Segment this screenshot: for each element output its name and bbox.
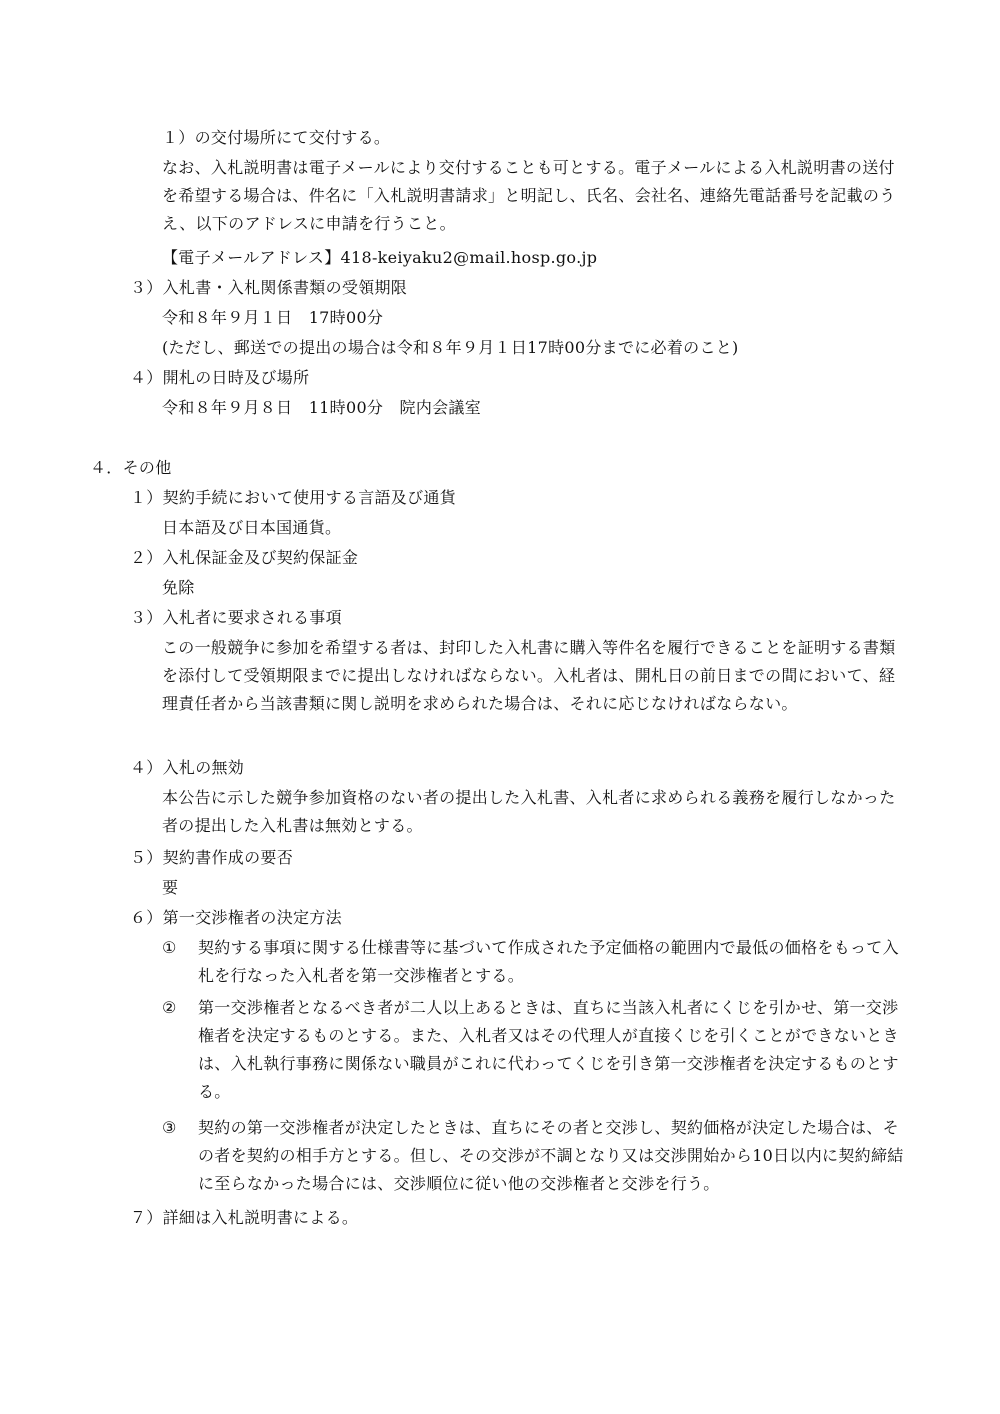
- item-language-currency-heading: １）契約手続において使用する言語及び通貨: [130, 488, 457, 507]
- subitem-text: 契約の第一交渉権者が決定したときは、直ちにその者と交渉し、契約価格が決定した場合は、その者を契約の相手方とする。但し、その交渉が不調となり又は交渉開始から10日以内に契約締結に至らなかった場合には、交渉順位に従い他の交渉権者と交渉を行う。: [198, 1118, 904, 1193]
- opening-datetime-heading: ４）開札の日時及び場所: [130, 368, 310, 387]
- section-heading-other: ４．その他: [90, 458, 172, 477]
- receipt-deadline-heading: ３）入札書・入札関係書類の受領期限: [130, 278, 408, 297]
- subitem-text: 第一交渉権者となるべき者が二人以上あるときは、直ちに当該入札者にくじを引かせ、第一交渉権者を決定するものとする。また、入札者又はその代理人が直接くじを引くことができないときは、入札執行事務に関係ない職員がこれに代わってくじを引き第一交渉権者を決定するものとする。: [198, 998, 899, 1101]
- item-requirements-body: この一般競争に参加を希望する者は、封印した入札書に購入等件名を履行できることを証明する書類を添付して受領期限までに提出しなければならない。入札者は、開札日の前日までの間において、経理責任者から当該書類に関し説明を求められた場合は、それに応じなければならない。: [162, 638, 896, 713]
- item-deposit-heading: ２）入札保証金及び契約保証金: [130, 548, 359, 567]
- delivery-location-line: １）の交付場所にて交付する。: [162, 128, 391, 147]
- email-address-line: 【電子メールアドレス】418-keiyaku2@mail.hosp.go.jp: [162, 248, 598, 267]
- subitem-text: 契約する事項に関する仕様書等に基づいて作成された予定価格の範囲内で最低の価格をもって入札を行なった入札者を第一交渉権者とする。: [198, 938, 899, 985]
- item-details-heading: ７）詳細は入札説明書による。: [130, 1208, 359, 1227]
- opening-datetime-detail: 令和８年９月８日 11時00分 院内会議室: [162, 398, 482, 417]
- subitem-marker: ③: [162, 1118, 177, 1137]
- subitem-marker: ①: [162, 938, 177, 957]
- item-deposit-body: 免除: [162, 578, 195, 597]
- item-contract-document-heading: ５）契約書作成の要否: [130, 848, 294, 867]
- item-contract-document-body: 要: [162, 878, 179, 897]
- item-requirements-heading: ３）入札者に要求される事項: [130, 608, 342, 627]
- email-delivery-paragraph: なお、入札説明書は電子メールにより交付することも可とする。電子メールによる入札説明書の送付を希望する場合は、件名に「入札説明書請求」と明記し、氏名、会社名、連絡先電話番号を記載のうえ、以下のアドレスに申請を行うこと。: [162, 158, 896, 233]
- item-invalid-bid-body: 本公告に示した競争参加資格のない者の提出した入札書、入札者に求められる義務を履行しなかった者の提出した入札書は無効とする。: [162, 788, 896, 835]
- postal-submission-note: (ただし、郵送での提出の場合は令和８年９月１日17時00分までに必着のこと): [162, 338, 739, 357]
- item-language-currency-body: 日本語及び日本国通貨。: [162, 518, 342, 537]
- item-invalid-bid-heading: ４）入札の無効: [130, 758, 245, 777]
- item-negotiator-method-heading: ６）第一交渉権者の決定方法: [130, 908, 342, 927]
- receipt-deadline-date: 令和８年９月１日 17時00分: [162, 308, 384, 327]
- subitem-marker: ②: [162, 998, 177, 1017]
